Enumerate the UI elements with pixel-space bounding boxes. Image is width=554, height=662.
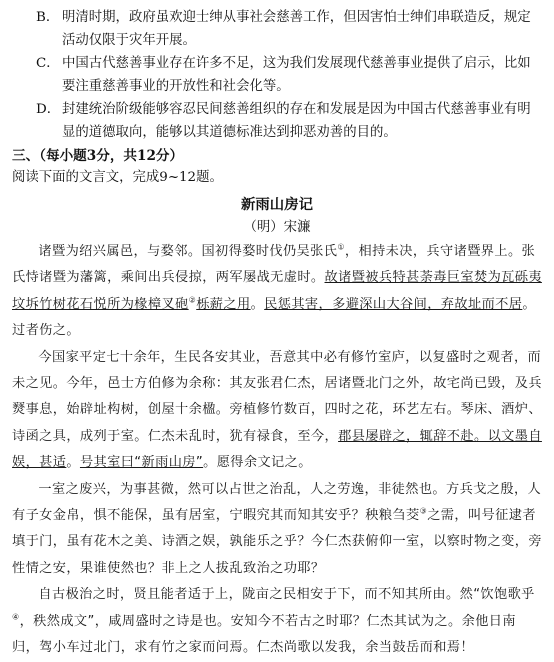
article-title: 新雨山房记	[241, 196, 313, 213]
option-d	[12, 98, 542, 144]
underlined-sentence: 故诸暨被兵特甚荼毒巨室焚为瓦砾夷坟坼竹树花石悦所为椽樟叉砲	[12, 270, 542, 312]
paragraph-4	[12, 582, 542, 661]
option-c	[12, 52, 542, 98]
section-heading	[12, 145, 542, 167]
text-run: 。	[250, 296, 265, 312]
option-text: 中国古代慈善事业存在许多不足，这为我们发展现代慈善事业提供了启示，比如要注重慈善事业的开放性和社会化等。	[62, 56, 531, 94]
footnote-marker: ①	[337, 242, 345, 252]
footnote-marker: ④	[12, 612, 20, 622]
option-key: D．	[36, 102, 61, 117]
instruction: 阅读下面的文言文，完成9~12题。	[12, 170, 223, 185]
option-b	[12, 6, 542, 52]
underlined-sentence: 郡县屡辟之，辄辞不赴。以文墨自娱，甚适	[12, 428, 542, 471]
text-run: 自古极治之时，贤且能者适于上，陇亩之民相安于下，而不知其所由。然“饮饱歌乎	[38, 587, 535, 603]
footnote-marker: ②	[188, 295, 197, 305]
underlined-sentence: 号其室曰“新雨山房”	[79, 455, 204, 471]
text-run: 之需，叫号征逮者填于门，虽有花木之美、诗酒之娱，孰能乐之乎？今仁杰获俯仰一室，以察时物之变，旁性情之安，果谁使然也？非上之人拔乱致治之功耶？	[12, 508, 542, 576]
option-text: 封建统治阶级能够容忍民间慈善组织的存在和发展是因为中国古代慈善事业有明显的道德取向，能够以其道德标准达到抑恶劝善的目的。	[62, 102, 531, 140]
paragraph-1	[12, 239, 542, 345]
section-number: 三、	[12, 148, 40, 164]
option-text: 明清时期，政府虽欢迎士绅从事社会慈善工作，但因害怕士绅们串联造反，规定活动仅限于灾年开展。	[62, 10, 531, 48]
text-run: 今国家平定七十余年，生民各安其业，吾意其中必有修竹室庐，以复盛时之观者，而未之见。今年，邑士方伯修为余称：其友张君仁杰，居诸暨北门之外，故宅尚已毁，及兵燹事息，始辟址构树，创屋十余楹。旁植修竹数百，四时之花，环艺左右。琴床、酒炉、诗函之具，成列于室。仁杰未乱时，犹有禄食，至今，	[12, 349, 542, 444]
paragraph-2	[12, 345, 542, 477]
text-run: ，相持未决，兵守诸暨界上。张氏恃诸暨为藩篱，乘间出兵侵掠，两军屡战无虚时。	[12, 244, 536, 286]
footnote-marker: ③	[419, 506, 428, 516]
underlined-sentence: 栎薪之用	[196, 296, 251, 312]
text-run: 。过者伤之。	[12, 296, 536, 339]
underlined-sentence: 民惩其害，多避深山大谷间，弃故址而不居	[264, 296, 523, 312]
text-run: 。	[66, 455, 80, 471]
option-key: C．	[36, 56, 60, 71]
option-key: B．	[36, 10, 60, 25]
article-author: （明）宋濂	[243, 220, 311, 235]
text-run: 诸暨为绍兴属邑，与婺邻。国初得婺时伐仍吴张氏	[38, 244, 338, 259]
text-run: ，秩然成文”，咸周盛时之诗是也。安知今不若古之时耶？仁杰其试为之。余他日南归，驾小车过北门，求有竹之家而问焉。仁杰尚歌以发我，余当鼓岳而和焉！	[12, 613, 516, 656]
section-points: （每小题3分，共12分）	[39, 148, 184, 164]
paragraph-3	[12, 477, 542, 583]
text-run: 。愿得余文记之。	[203, 455, 312, 471]
text-run: 一室之废兴，为事甚微，然可以占世之治乱，人之劳逸，非徒然也。方兵戈之殷，人有子女金帛，惧不能保，虽有居室，宁暇究其而知其安乎？秧粮刍茭	[12, 481, 542, 524]
